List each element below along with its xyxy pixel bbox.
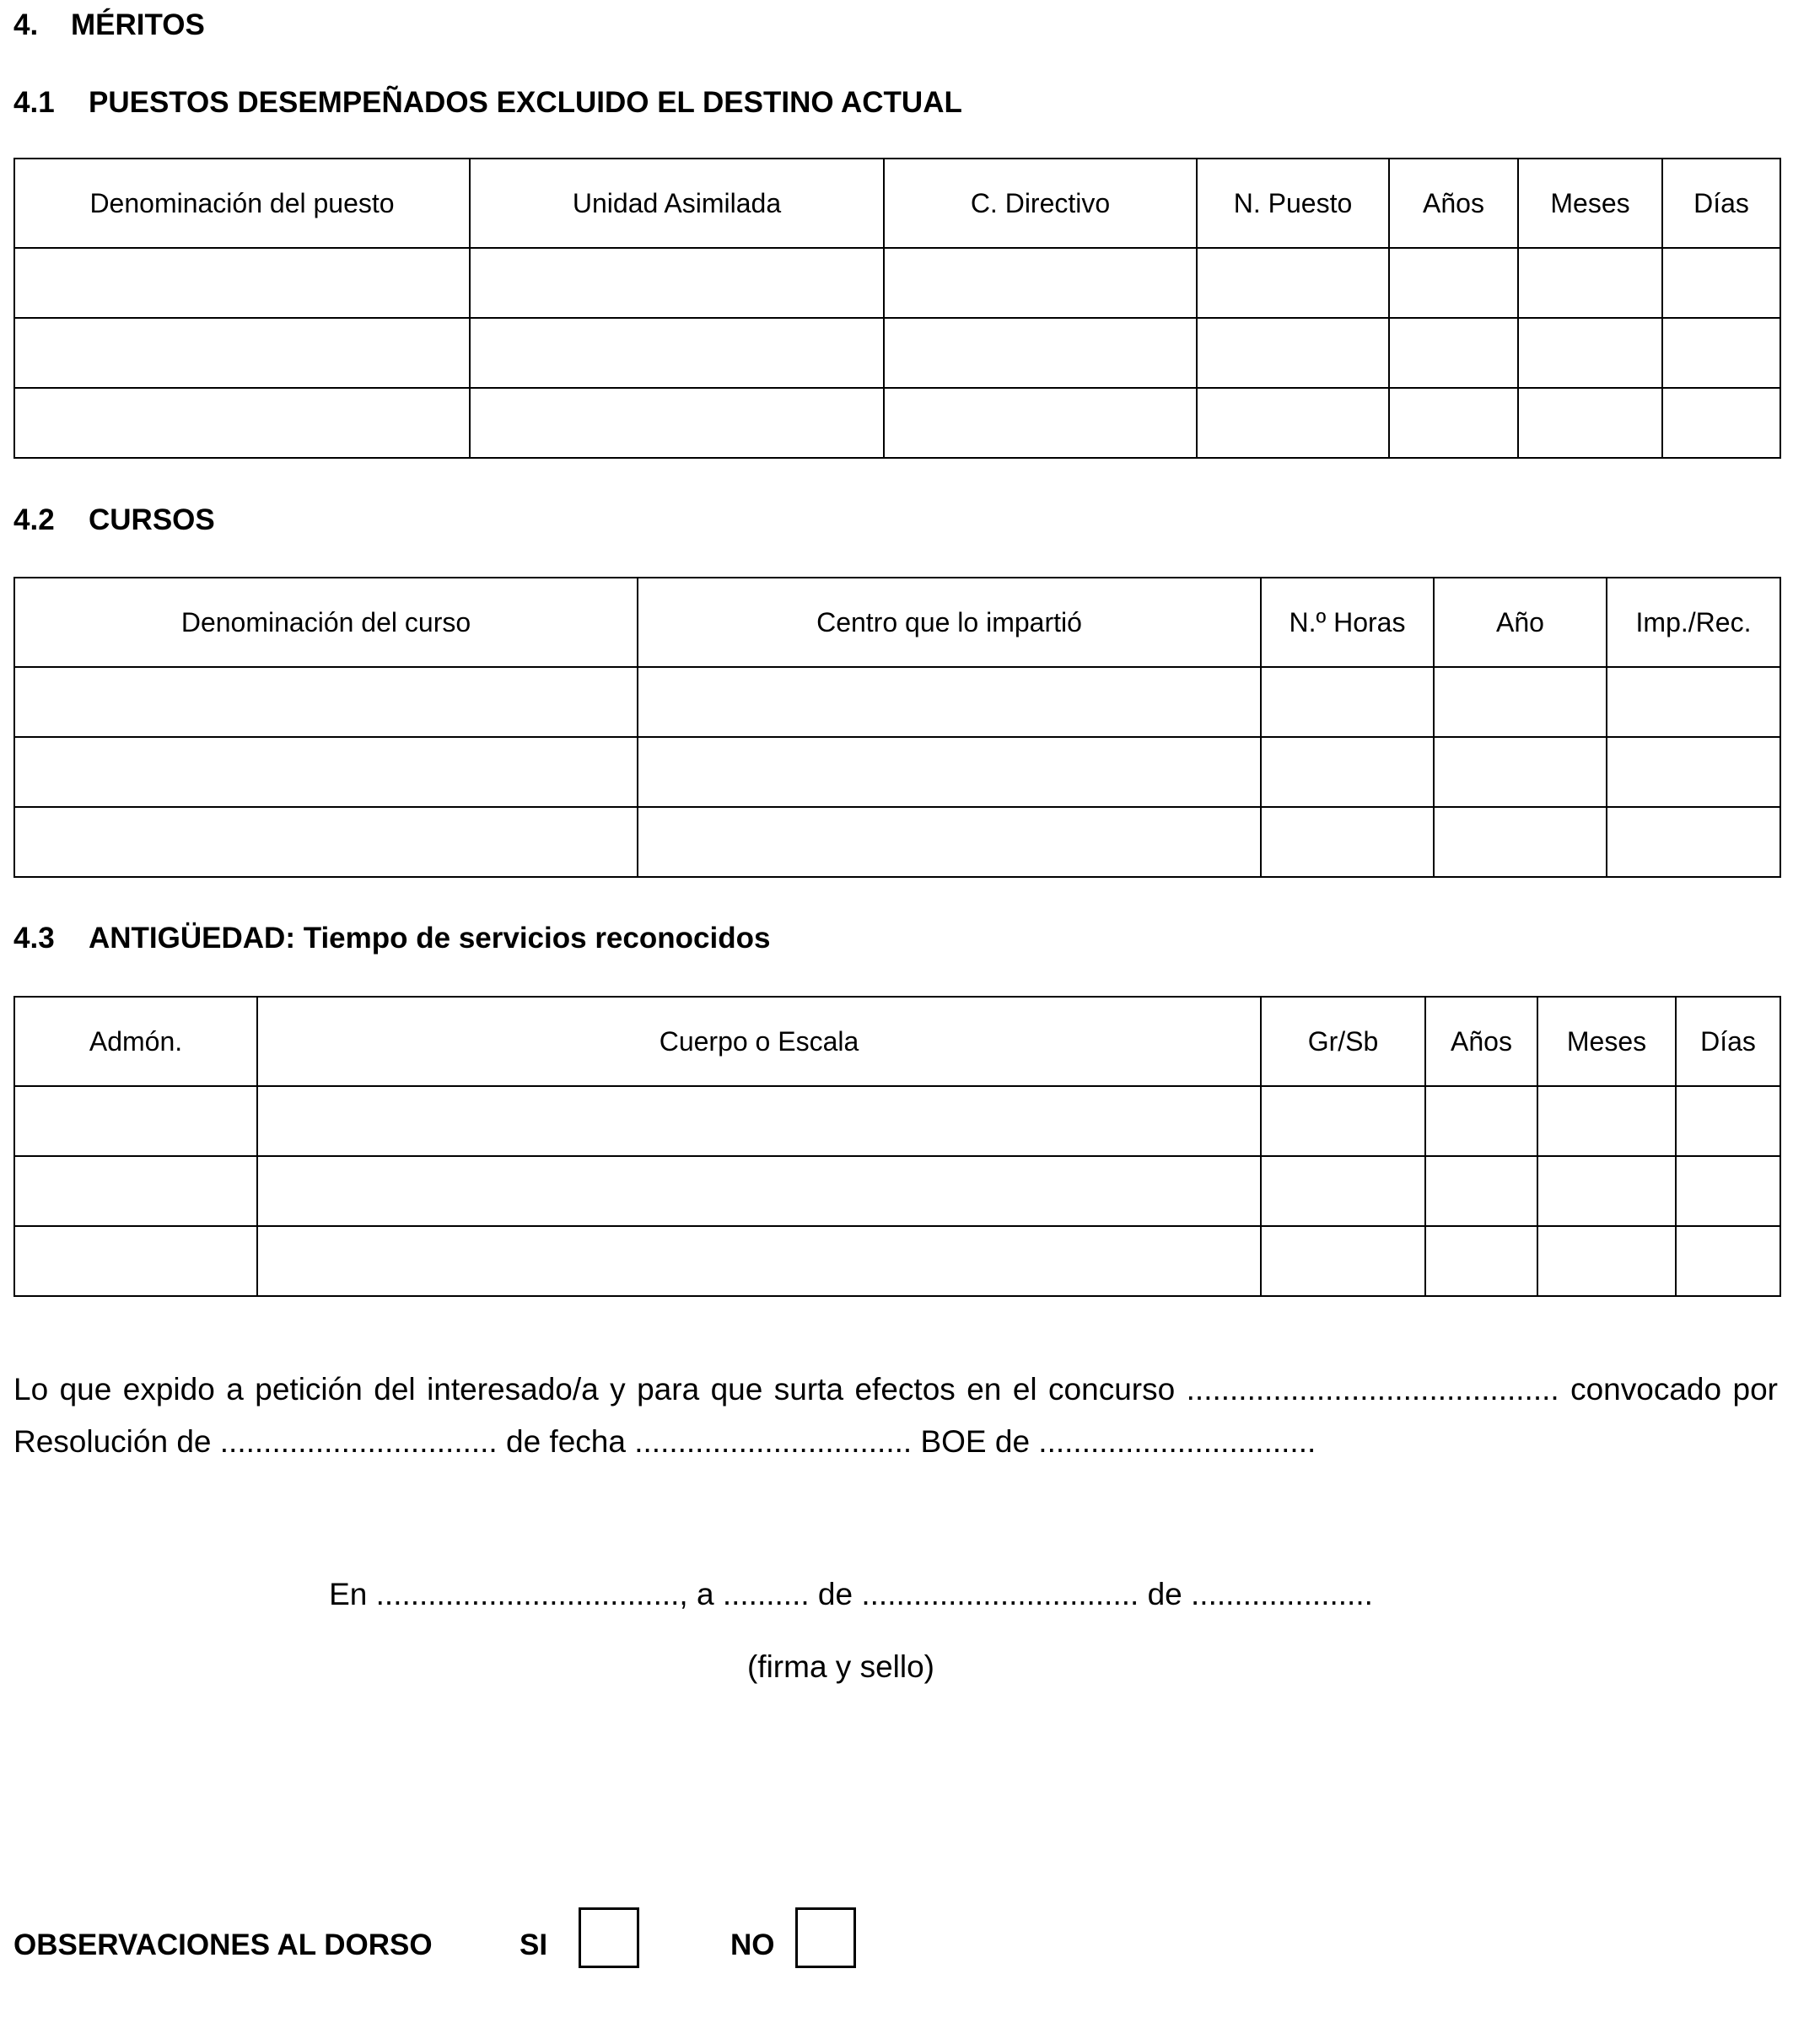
table-row: [14, 1086, 1780, 1156]
table-cell[interactable]: [884, 318, 1197, 388]
table-cell[interactable]: [257, 1156, 1261, 1226]
table-row: [14, 1226, 1780, 1296]
table-row: [14, 318, 1780, 388]
table-cell[interactable]: [638, 667, 1261, 737]
table-row: [14, 737, 1780, 807]
table-cell[interactable]: [14, 1086, 257, 1156]
table-cell[interactable]: [14, 248, 470, 318]
table-cell[interactable]: [1537, 1226, 1676, 1296]
table-cell[interactable]: [638, 737, 1261, 807]
col-header: Años: [1389, 159, 1518, 248]
col-header: N.º Horas: [1261, 578, 1434, 667]
col-header: Gr/Sb: [1261, 997, 1425, 1086]
table-cell[interactable]: [257, 1086, 1261, 1156]
observations-label: OBSERVACIONES AL DORSO: [13, 1928, 433, 1961]
section-4-heading: [13, 8, 205, 42]
table-cell[interactable]: [1425, 1226, 1537, 1296]
table-cell[interactable]: [1197, 388, 1389, 458]
declaration-text: Lo que expido a petición del interesado/a y para que surta efectos en el concurso ........................................... convocado por Resolución de ................................ de fecha ................................ BOE de ................................: [13, 1372, 1778, 1459]
table-row: [14, 807, 1780, 877]
table-cell[interactable]: [1389, 388, 1518, 458]
table-cell[interactable]: [1662, 318, 1780, 388]
table-cell[interactable]: [1389, 318, 1518, 388]
section-4-1-heading: [13, 86, 962, 120]
table-cell[interactable]: [1662, 248, 1780, 318]
table-cell[interactable]: [1197, 318, 1389, 388]
table-cell[interactable]: [1676, 1086, 1780, 1156]
section-4-2-title: CURSOS: [89, 503, 215, 536]
table-cell[interactable]: [1261, 1086, 1425, 1156]
table-cell[interactable]: [470, 388, 884, 458]
table-cell[interactable]: [1261, 1226, 1425, 1296]
col-header: Centro que lo impartió: [638, 578, 1261, 667]
si-checkbox[interactable]: [579, 1907, 639, 1968]
table-cell[interactable]: [1676, 1226, 1780, 1296]
section-4-3-heading: [13, 922, 770, 955]
table-cell[interactable]: [1607, 807, 1780, 877]
table-cell[interactable]: [14, 667, 638, 737]
col-header: Días: [1662, 159, 1780, 248]
table-row: [14, 388, 1780, 458]
table-cell[interactable]: [14, 807, 638, 877]
signature-label: (firma y sello): [746, 1649, 935, 1684]
col-header: Meses: [1518, 159, 1662, 248]
table-cell[interactable]: [257, 1226, 1261, 1296]
table-cell[interactable]: [884, 248, 1197, 318]
section-4-3-number: 4.3: [13, 922, 55, 955]
table-cell[interactable]: [1425, 1086, 1537, 1156]
cursos-table: [13, 577, 1781, 878]
table-cell[interactable]: [14, 1156, 257, 1226]
col-header: Cuerpo o Escala: [257, 997, 1261, 1086]
table-cell[interactable]: [1434, 807, 1607, 877]
puestos-table: [13, 158, 1781, 459]
section-4-2-number: 4.2: [13, 503, 55, 536]
col-header: Denominación del puesto: [14, 159, 470, 248]
table-cell[interactable]: [1607, 737, 1780, 807]
col-header: Denominación del curso: [14, 578, 638, 667]
col-header: C. Directivo: [884, 159, 1197, 248]
table-cell[interactable]: [1607, 667, 1780, 737]
table-cell[interactable]: [1518, 388, 1662, 458]
table-cell[interactable]: [470, 248, 884, 318]
col-header: Año: [1434, 578, 1607, 667]
table-cell[interactable]: [638, 807, 1261, 877]
section-4-1-number: 4.1: [13, 86, 55, 119]
antiguedad-table: [13, 996, 1781, 1297]
col-header: Años: [1425, 997, 1537, 1086]
col-header: Imp./Rec.: [1607, 578, 1780, 667]
table-cell[interactable]: [1518, 318, 1662, 388]
table-cell[interactable]: [1518, 248, 1662, 318]
table-cell[interactable]: [14, 318, 470, 388]
col-header: Admón.: [14, 997, 257, 1086]
table-cell[interactable]: [1425, 1156, 1537, 1226]
table-row: [14, 667, 1780, 737]
no-label: NO: [730, 1928, 775, 1961]
col-header: Meses: [1537, 997, 1676, 1086]
place-date-line: [0, 1576, 1793, 1613]
table-cell[interactable]: [14, 737, 638, 807]
section-4-1-title: PUESTOS DESEMPEÑADOS EXCLUIDO EL DESTINO ACTUAL: [89, 86, 962, 119]
table-cell[interactable]: [1261, 737, 1434, 807]
table-header-row: [14, 578, 1780, 667]
table-cell[interactable]: [14, 1226, 257, 1296]
table-cell[interactable]: [884, 388, 1197, 458]
table-row: [14, 1156, 1780, 1226]
table-header-row: [14, 997, 1780, 1086]
si-label: SI: [520, 1928, 548, 1961]
col-header: Días: [1676, 997, 1780, 1086]
table-cell[interactable]: [1434, 667, 1607, 737]
table-cell[interactable]: [1662, 388, 1780, 458]
section-4-2-heading: [13, 503, 215, 537]
table-cell[interactable]: [1197, 248, 1389, 318]
table-row: [14, 248, 1780, 318]
table-cell[interactable]: [1537, 1156, 1676, 1226]
section-4-title: MÉRITOS: [71, 8, 205, 41]
col-header: Unidad Asimilada: [470, 159, 884, 248]
section-4-3-title: ANTIGÜEDAD: Tiempo de servicios reconocidos: [89, 922, 771, 955]
table-cell[interactable]: [1261, 667, 1434, 737]
table-cell[interactable]: [1389, 248, 1518, 318]
table-header-row: [14, 159, 1780, 248]
table-cell[interactable]: [1676, 1156, 1780, 1226]
table-cell[interactable]: [1261, 807, 1434, 877]
section-4-number: 4.: [13, 8, 39, 41]
col-header: N. Puesto: [1197, 159, 1389, 248]
place-date-text: En ..................................., a .......... de ................................ de .....................: [329, 1577, 1373, 1611]
no-checkbox[interactable]: [795, 1907, 856, 1968]
table-cell[interactable]: [1537, 1086, 1676, 1156]
table-cell[interactable]: [1434, 737, 1607, 807]
table-cell[interactable]: [1261, 1156, 1425, 1226]
table-cell[interactable]: [14, 388, 470, 458]
table-cell[interactable]: [470, 318, 884, 388]
